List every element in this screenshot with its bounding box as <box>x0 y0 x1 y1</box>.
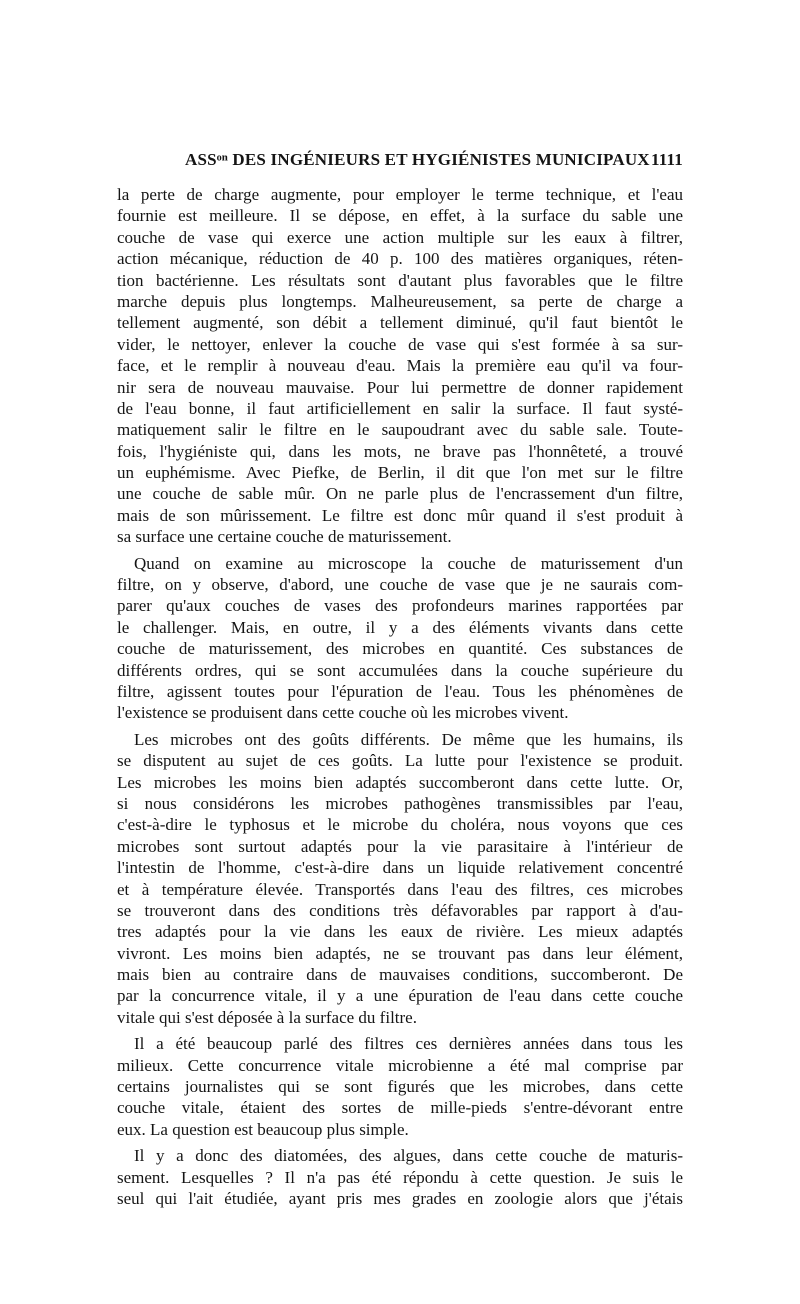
text-line: Les microbes les moins bien adaptés succomberont dans cette lutte. Or, <box>117 772 683 792</box>
text-line: matiquement salir le filtre en le saupoudrant avec du sable sale. Toute- <box>117 420 683 440</box>
text-line: marche depuis plus longtemps. Malheureusement, sa perte de charge a <box>117 291 683 311</box>
text-line: Les microbes ont des goûts différents. De même que les humains, ils <box>134 729 683 749</box>
text-line: fois, l'hygiéniste qui, dans les mots, ne brave pas l'honnêteté, a trouvé <box>117 441 683 461</box>
text-line: se disputent au sujet de ces goûts. La lutte pour l'existence se produit. <box>117 751 683 771</box>
text-line: couche vitale, étaient des sortes de mille-pieds s'entre-dévorant entre <box>117 1098 683 1118</box>
text-line: c'est-à-dire le typhosus et le microbe du choléra, nous voyons que ces <box>117 815 683 835</box>
text-line: tres adaptés pour la vie dans les eaux de rivière. Les mieux adaptés <box>117 922 683 942</box>
text-line: parer qu'aux couches de vases des profondeurs marines rapportées par <box>117 596 683 616</box>
text-line: la perte de charge augmente, pour employer le terme technique, et l'eau <box>117 185 683 204</box>
text-line: filtre, on y observe, d'abord, une couche de vase que je ne saurais com- <box>117 575 683 595</box>
text-line: Il a été beaucoup parlé des filtres ces dernières années dans tous les <box>134 1034 683 1054</box>
text-line: l'intestin de l'homme, c'est-à-dire dans un liquide relativement concentré <box>117 858 683 878</box>
text-line: nir sera de nouveau mauvaise. Pour lui permettre de donner rapidement <box>117 377 683 397</box>
paragraph <box>117 729 683 1028</box>
text-line: action mécanique, réduction de 40 p. 100 des matières organiques, réten- <box>117 249 683 269</box>
text-line: par la concurrence vitale, il y a une épuration de l'eau dans cette couche <box>117 986 683 1006</box>
text-line: fournie est meilleure. Il se dépose, en effet, à la surface du sable une <box>117 206 683 226</box>
text-line: mais de son mûrissement. Le filtre est donc mûr quand il s'est produit à <box>117 505 683 525</box>
text-line: le challenger. Mais, en outre, il y a des éléments vivants dans cette <box>117 617 683 637</box>
running-head <box>117 150 683 174</box>
text-line: Il y a donc des diatomées, des algues, dans cette couche de maturis- <box>134 1146 683 1166</box>
page-number: 1111 <box>651 150 683 169</box>
text-line: seul qui l'ait étudiée, ayant pris mes grades en zoologie alors que j'étais <box>117 1188 683 1208</box>
text-line: différents ordres, qui se sont accumulées dans la couche supérieure du <box>117 660 683 680</box>
text-line: sa surface une certaine couche de maturissement. <box>117 527 452 547</box>
text-line: vivront. Les moins bien adaptés, ne se trouvant pas dans leur élément, <box>117 943 683 963</box>
text-line: vitale qui s'est déposée à la surface du filtre. <box>117 1007 417 1027</box>
text-line: sement. Lesquelles ? Il n'a pas été répondu à cette question. Je suis le <box>117 1167 683 1187</box>
body-text <box>117 184 683 1209</box>
text-line: filtre, agissent toutes pour l'épuration de l'eau. Tous les phénomènes de <box>117 681 683 701</box>
text-line: l'existence se produisent dans cette couche où les microbes vivent. <box>117 703 569 723</box>
text-line: une couche de sable mûr. On ne parle plus de l'encrassement d'un filtre, <box>117 484 683 504</box>
text-line: couche de vase qui exerce une action multiple sur les eaux à filtrer, <box>117 227 683 247</box>
text-line: couche de maturissement, des microbes en quantité. Ces substances de <box>117 639 683 659</box>
paragraph <box>117 184 683 548</box>
text-line: vider, le nettoyer, enlever la couche de vase qui s'est formée à sa sur- <box>117 334 683 354</box>
running-title: ASSᵒⁿ DES INGÉNIEURS ET HYGIÉNISTES MUNICIPAUX <box>185 150 650 169</box>
text-line: si nous considérons les microbes pathogènes transmissibles par l'eau, <box>117 793 683 813</box>
text-line: tellement augmenté, son débit a tellement diminué, qu'il faut bientôt le <box>117 313 683 333</box>
text-line: microbes sont surtout adaptés pour la vie parasitaire à l'intérieur de <box>117 836 683 856</box>
paragraph <box>117 1145 683 1209</box>
text-line: eux. La question est beaucoup plus simple. <box>117 1119 409 1139</box>
text-line: Quand on examine au microscope la couche de maturissement d'un <box>134 553 683 573</box>
paragraph <box>117 1033 683 1140</box>
text-line: tion bactérienne. Les résultats sont d'autant plus favorables que le filtre <box>117 270 683 290</box>
text-line: face, et le remplir à nouveau d'eau. Mais la première eau qu'il va four- <box>117 356 683 376</box>
text-line: un euphémisme. Avec Piefke, de Berlin, il dit que l'on met sur le filtre <box>117 463 683 483</box>
paragraph <box>117 553 683 724</box>
text-line: milieux. Cette concurrence vitale microbienne a été mal comprise par <box>117 1055 683 1075</box>
text-line: de l'eau bonne, il faut artificiellement en salir la surface. Il faut systé- <box>117 398 683 418</box>
text-line: et à température élevée. Transportés dans l'eau des filtres, ces microbes <box>117 879 683 899</box>
text-line: certains journalistes qui se sont figurés que les microbes, dans cette <box>117 1077 683 1097</box>
text-line: se trouveront dans des conditions très défavorables par rapport à d'au- <box>117 900 683 920</box>
text-line: mais bien au contraire dans de mauvaises conditions, succomberont. De <box>117 965 683 985</box>
